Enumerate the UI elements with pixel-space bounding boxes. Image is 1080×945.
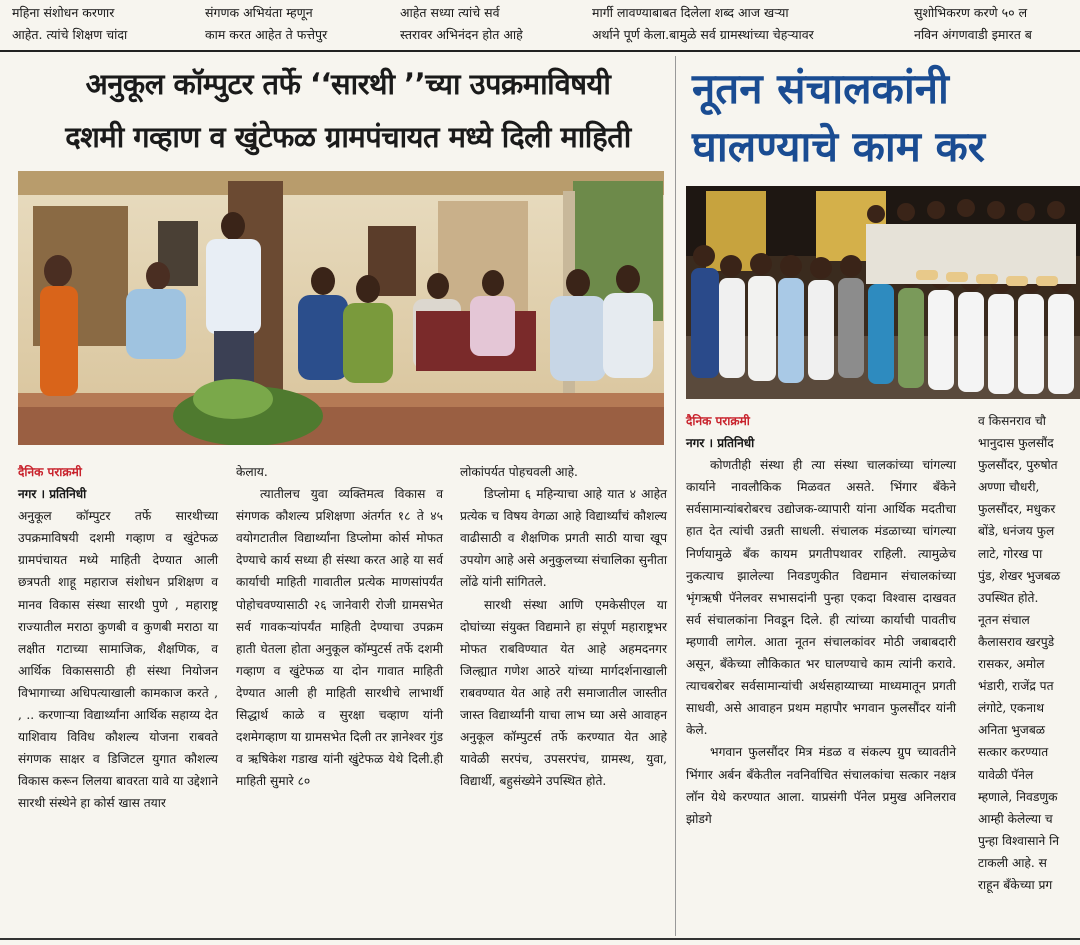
right-col2-line: राहून बँकेच्या प्रग xyxy=(978,877,1053,892)
left-col2-p1: केलाय. xyxy=(236,465,268,479)
left-col2-p2: त्यातीलच युवा व्यक्तिमत्व विकास व संगणक कौशल्य प्रशिक्षणा अंतर्गत १८ ते ४५ वयोगटातील विद्यार्थ्यांना डिप्लोमा कोर्स मोफत देण्याचे कार्य सध्या ही संस्था करत आहे या सर्व कार्याची माहिती गावातील प्रत्येक माणसांपर्यंत पोहोचवण्यासाठी २६ जानेवारी रोजी ग्रामसभेत सर्व गावकऱ्यांपर्यंत माहिती देण्याचा उपक्रम हाती घेतला होता अनुकूल कॉम्पुटर्स तर्फे दशमी गव्हाण व खुंटेफळ या दोन गावात माहिती देण्यात आली ही माहिती सारथीचे लाभार्थी सिद्धार्थ काळे व सुरक्षा चव्हाण यांनी दशमेगव्हाण या ग्रामसभेत दिली तर ज्ञानेश्वर गुंड व ऋषिकेश गडाख यांनी खुंटेफळ येथे दिली.ही माहिती सुमारे ८० xyxy=(236,487,443,789)
strip-line: महिना संशोधन करणार xyxy=(12,5,115,20)
right-col2-line: उपस्थित होते. xyxy=(978,590,1039,605)
strip-column-2 xyxy=(205,2,390,46)
left-article-photo xyxy=(18,171,664,445)
right-col2-line: सत्कार करण्यात xyxy=(978,745,1049,760)
right-place: नगर । प्रतिनिधी xyxy=(686,436,755,451)
strip-line: स्तरावर अभिनंदन होत आहे xyxy=(400,27,523,42)
right-byline: दैनिक पराक्रमी xyxy=(686,414,750,428)
right-col2-line: पुंड, शेखर भुजबळ xyxy=(978,568,1061,583)
strip-line: मार्गी लावण्याबाबत दिलेला शब्द आज खऱ्या xyxy=(592,5,789,20)
right-col2-line: भानुदास फुलसौंद xyxy=(978,436,1054,451)
right-col1-p2: भगवान फुलसौंदर मित्र मंडळ व संकल्प ग्रुप च्यावतीने भिंगार अर्बन बँकेतील नवनिर्वाचित संचालकांचा सत्कार नक्षत्र लॉन येथे करण्यात आला. याप्रसंगी पॅनेल प्रमुख अनिलराव झोडगे xyxy=(686,745,956,826)
top-strip xyxy=(0,0,1080,52)
right-headline-line-2: घालण्याचे काम कर xyxy=(692,122,985,171)
right-col2-line: कैलासराव खरपुडे xyxy=(978,634,1055,649)
right-col2-line: पुन्हा विश्वासाने नि xyxy=(978,833,1060,848)
right-col2-line: व किसनराव चौ xyxy=(978,414,1046,428)
left-column-3 xyxy=(460,461,667,792)
right-col2-line: लाटे, गोरख पा xyxy=(978,546,1043,561)
strip-line: नविन अंगणवाडी इमारत ब xyxy=(914,27,1032,42)
left-headline-line-1: अनुकूल कॉम्पुटर तर्फे ‘‘सारथी ’’च्या उपक्रमाविषयी xyxy=(85,67,611,101)
right-col2-line: रासकर, अमोल xyxy=(978,657,1045,672)
right-col2-line: आम्ही केलेल्या च xyxy=(978,811,1053,826)
strip-line: काम करत आहेत ते फत्तेपुर xyxy=(205,27,328,42)
right-headline xyxy=(692,60,1080,176)
strip-column-3 xyxy=(400,2,580,46)
right-column-1 xyxy=(686,410,956,830)
bottom-rule xyxy=(0,938,1080,940)
right-col1-p1: कोणतीही संस्था ही त्या संस्था चालकांच्या चांगल्या कार्याने नावलौकिक मिळवत असते. भिंगार बँकेने सर्वसामान्यांबरोबरच उद्योजक-व्यापारी यांना आर्थिक मदतीचा हात देत त्यांची उन्नती साधली. संचालक मंडळाच्या चांगल्या निर्णयामुळे बँक कायम प्रगतीपथावर राहिली. त्यामुळेच नुकत्याच झालेल्या निवडणुकीत विद्यमान संचालकांच्या भृंगऋषी पॅनेलवर सभासदांनी पुन्हा एकदा विश्वास दाखवत सर्व संचालकांना निवडून दिले. ही त्यांच्या कार्याची पावतीच म्हणावी लागेल. आता नूतन संचालकांवर मोठी जबाबदारी असून, बँकेच्या लौकिकात भर घालण्याचे काम त्यांनी करावे. त्याचबरोबर सर्वसामान्यांची अर्थसहाय्याच्या माध्यमातून प्रगती साधवी, असे आवाहन प्रथम महापौर भगवान फुलसौंदर यांनी केले. xyxy=(686,458,956,738)
left-col3-p1: लोकांपर्यत पोहचवली आहे. xyxy=(460,465,578,479)
column-divider xyxy=(675,56,676,936)
left-column-2 xyxy=(236,461,443,792)
felicitation-photo-illustration xyxy=(686,186,1080,399)
right-article-photo xyxy=(686,186,1080,399)
left-byline: दैनिक पराक्रमी xyxy=(18,465,82,479)
right-col2-line: भंडारी, राजेंद्र पत xyxy=(978,679,1054,694)
strip-line: आहेत सध्या त्यांचे सर्व xyxy=(400,5,500,20)
meeting-photo-illustration xyxy=(18,171,664,445)
right-col2-line: अण्णा चौधरी, xyxy=(978,480,1040,495)
left-col1-text: अनुकूल कॉम्पुटर तर्फे सारथीच्या उपक्रमाविषयी दशमी गव्हाण व खुंटेफळ ग्रामपंचायत मध्ये माहिती देण्यात आली छत्रपती शाहू महाराज संशोधन प्रशिक्षण व मानव विकास संस्था सारथी पुणे , महाराष्ट्र राज्यातील मराठा कुणबी व कुणबी मराठा या लक्षीत गटाच्या सामाजिक, शैक्षणिक, व आर्थिक विकाससाठी ही संस्था नियोजन विभागाच्या अधिपत्याखाली कामकाज करते , , .. करणाऱ्या विद्यार्थ्यांना आर्थिक सहाय्य देत याशिवाय विविध कौशल्य योजना राबवते संगणक साक्षर व डिजिटल युगात कौशल्य विकास करून लिलया बावरता यावे या उद्देशाने सारथी संस्थेने हा कोर्स खास तयार xyxy=(18,509,218,811)
right-col2-line: लंगोटे, एकनाथ xyxy=(978,701,1044,716)
strip-line: अर्थाने पूर्ण केला.बामुळे सर्व ग्रामस्थांच्या चेहऱ्यावर xyxy=(592,27,814,42)
right-col2-line: टाकली आहे. स xyxy=(978,855,1047,870)
strip-column-1 xyxy=(12,2,192,46)
strip-line: सुशोभिकरण करणे ५० ल xyxy=(914,5,1028,20)
left-headline xyxy=(28,58,668,164)
right-col2-line: नूतन संचाल xyxy=(978,612,1030,627)
strip-column-5 xyxy=(914,2,1080,46)
right-col2-line: म्हणाले, निवडणुक xyxy=(978,789,1058,804)
right-column-2 xyxy=(978,410,1080,896)
left-col3-p3: सारथी संस्था आणि एमकेसीएल या दोघांच्या संयुक्त विद्यमाने हा संपूर्ण महाराष्ट्रभर मोफत राबविण्यात येत आहे अहमदनगर जिल्ह्यात गणेश आठरे यांच्या मार्गदर्शनाखाली राबवण्यात येत आहे तरी समाजातील जास्तीत जास्त विद्यार्थ्यांनी याचा लाभ घ्या असे आवाहन अनुकूल कॉम्पुटर्स तर्फे करण्यात येत आहे यावेळी सरपंच, उपसरपंच, ग्रामस्थ, युवा, विद्यार्थी, बहुसंख्येने उपस्थित होते. xyxy=(460,597,667,789)
left-col3-p2: डिप्लोमा ६ महिन्याचा आहे यात ४ आहेत प्रत्येक च विषय वेगळा आहे विद्यार्थ्यांचं कौशल्य वाढीसाठी व शैक्षणिक प्रगती साठी याचा खूप उपयोग आहे असे अनुकुलच्या संचालिका सुनीता लोंढे यांनी सांगितले. xyxy=(460,487,667,590)
right-col2-line: अनिता भुजबळ xyxy=(978,723,1046,738)
right-headline-line-1: नूतन संचालकांनी xyxy=(692,64,949,113)
left-column-1 xyxy=(18,461,218,815)
strip-line: आहेत. त्यांचे शिक्षण चांदा xyxy=(12,27,128,42)
right-col2-line: फुलसौंदर, मधुकर xyxy=(978,502,1056,517)
right-col2-line: यावेळी पॅनेल xyxy=(978,767,1034,782)
left-place: नगर । प्रतिनिधी xyxy=(18,487,87,502)
strip-line: संगणक अभियंता म्हणून xyxy=(205,5,313,20)
strip-column-4 xyxy=(592,2,902,46)
right-col2-line: बोंडे, धनंजय फुल xyxy=(978,524,1055,539)
left-headline-line-2: दशमी गव्हाण व खुंटेफळ ग्रामपंचायत मध्ये दिली माहिती xyxy=(65,120,631,154)
right-col2-line: फुलसौंदर, पुरुषोत xyxy=(978,458,1058,473)
